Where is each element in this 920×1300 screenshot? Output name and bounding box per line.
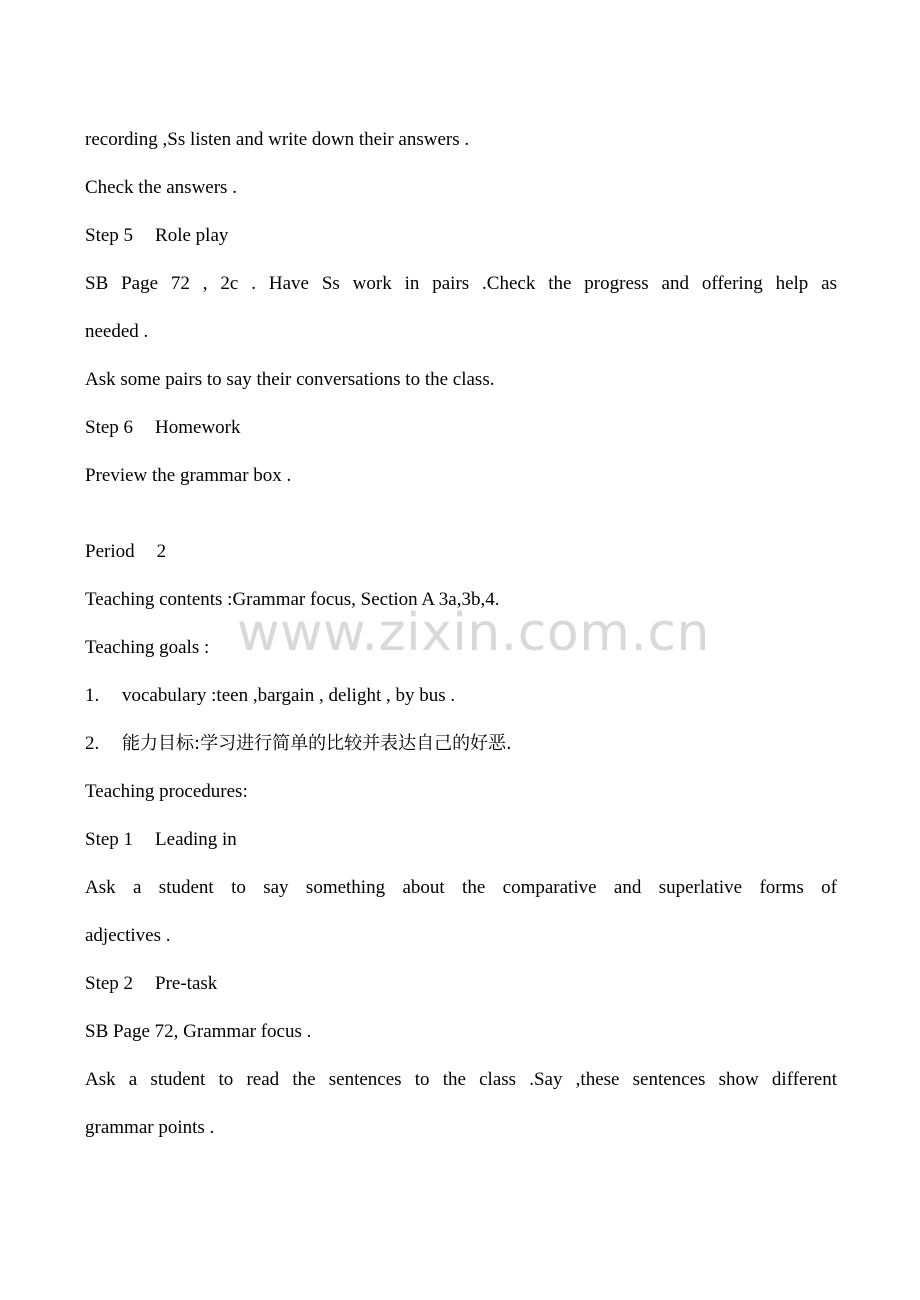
text-line: SB Page 72, Grammar focus . — [85, 1021, 312, 1042]
step-title: Leading in — [155, 829, 237, 850]
text-line: Teaching procedures: — [85, 781, 248, 802]
step-heading — [85, 417, 837, 439]
text-line: needed . — [85, 321, 149, 342]
step-heading — [85, 829, 837, 851]
step-title: Homework — [155, 417, 241, 438]
text-line: recording ,Ss listen and write down their answers . — [85, 129, 470, 150]
period-number: 2 — [156, 541, 167, 562]
step-heading — [85, 225, 837, 247]
text-line: Check the answers . — [85, 177, 237, 198]
text-line: Teaching goals : — [85, 637, 210, 658]
period-heading — [85, 541, 837, 563]
step-number: Step 1 — [85, 829, 134, 850]
step-number: Step 6 — [85, 417, 134, 438]
step-title: Pre-task — [155, 973, 218, 994]
text-line: Preview the grammar box . — [85, 465, 292, 486]
text-line: Ask a student to say something about the comparative and superlative forms of — [85, 877, 837, 898]
list-text: 能力目标:学习进行简单的比较并表达自己的好恶. — [122, 733, 512, 754]
text-line: SB Page 72 , 2c . Have Ss work in pairs .Check the progress and offering help as — [85, 273, 837, 294]
list-text: vocabulary :teen ,bargain , delight , by bus . — [122, 685, 456, 706]
text-line: Ask a student to read the sentences to the class .Say ,these sentences show different — [85, 1069, 837, 1090]
period-label: Period — [85, 541, 135, 562]
text-line: grammar points . — [85, 1117, 215, 1138]
list-number: 1. — [85, 685, 100, 706]
text-line: Teaching contents :Grammar focus, Section A 3a,3b,4. — [85, 589, 500, 610]
text-line: Ask some pairs to say their conversations to the class. — [85, 369, 495, 390]
text-line: adjectives . — [85, 925, 171, 946]
list-number: 2. — [85, 733, 100, 754]
step-heading — [85, 973, 837, 995]
list-item — [85, 733, 837, 755]
step-number: Step 5 — [85, 225, 134, 246]
step-number: Step 2 — [85, 973, 134, 994]
watermark: www.zixin.com.cn — [237, 603, 710, 663]
step-title: Role play — [155, 225, 229, 246]
list-item — [85, 685, 837, 707]
